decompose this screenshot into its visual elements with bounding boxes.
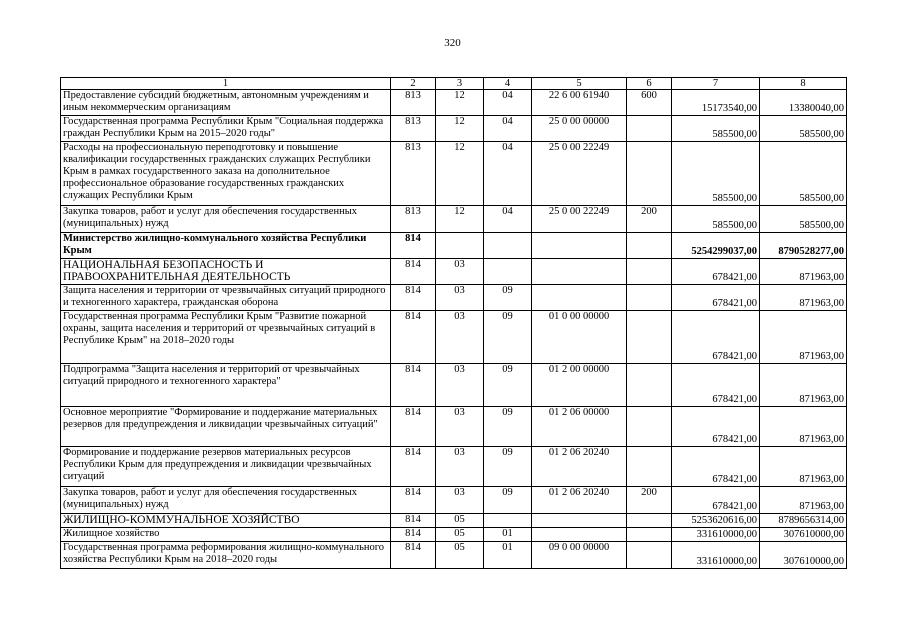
row-code-section — [436, 233, 484, 259]
row-code-ministry: 814 — [391, 514, 436, 528]
row-code-section: 05 — [436, 542, 484, 569]
row-amount-7: 678421,00 — [672, 311, 760, 364]
row-amount-7: 585500,00 — [672, 116, 760, 142]
column-header: 3 — [436, 78, 484, 90]
row-code-target: 25 0 00 22249 — [532, 142, 627, 206]
row-code-expense-type — [627, 285, 672, 311]
row-code-target: 25 0 00 00000 — [532, 116, 627, 142]
row-code-target — [532, 233, 627, 259]
row-code-target: 01 2 00 00000 — [532, 364, 627, 407]
row-amount-8: 871963,00 — [760, 447, 847, 487]
table-row — [61, 487, 847, 514]
row-amount-8: 307610000,00 — [760, 528, 847, 542]
row-name: Подпрограмма "Защита населения и территорий от чрезвычайных ситуаций природного и техногенного характера" — [61, 364, 391, 407]
row-code-ministry: 813 — [391, 90, 436, 116]
row-amount-8: 871963,00 — [760, 487, 847, 514]
row-code-expense-type — [627, 311, 672, 364]
row-amount-8: 871963,00 — [760, 311, 847, 364]
table-header-row — [61, 78, 847, 90]
row-code-target: 01 2 06 20240 — [532, 487, 627, 514]
row-code-ministry: 813 — [391, 116, 436, 142]
table-row — [61, 142, 847, 206]
budget-table — [60, 77, 847, 569]
row-code-target — [532, 285, 627, 311]
row-code-ministry: 814 — [391, 311, 436, 364]
row-code-expense-type: 200 — [627, 206, 672, 233]
row-amount-8: 871963,00 — [760, 285, 847, 311]
row-name: ЖИЛИЩНО-КОММУНАЛЬНОЕ ХОЗЯЙСТВО — [61, 514, 391, 528]
row-amount-8: 585500,00 — [760, 206, 847, 233]
row-amount-7: 678421,00 — [672, 259, 760, 285]
row-code-subsection: 01 — [484, 528, 532, 542]
row-amount-7: 678421,00 — [672, 285, 760, 311]
row-amount-7: 15173540,00 — [672, 90, 760, 116]
row-code-expense-type — [627, 528, 672, 542]
row-name: Министерство жилищно-коммунального хозяйства Республики Крым — [61, 233, 391, 259]
column-header: 4 — [484, 78, 532, 90]
row-code-ministry: 814 — [391, 528, 436, 542]
row-code-expense-type: 200 — [627, 487, 672, 514]
row-name: Основное мероприятие "Формирование и поддержание материальных резервов для предупреждения и ликвидации чрезвычайных ситуаций" — [61, 407, 391, 447]
row-code-subsection: 09 — [484, 447, 532, 487]
row-code-section: 12 — [436, 90, 484, 116]
row-code-section: 12 — [436, 116, 484, 142]
table-row — [61, 407, 847, 447]
row-code-target — [532, 514, 627, 528]
row-code-ministry: 814 — [391, 259, 436, 285]
row-code-ministry: 814 — [391, 407, 436, 447]
row-code-target: 25 0 00 22249 — [532, 206, 627, 233]
row-code-subsection — [484, 259, 532, 285]
row-code-section: 12 — [436, 142, 484, 206]
row-name: Расходы на профессиональную переподготовку и повышение квалификации государственных гражданских служащих Республики Крым в рамках государственного заказа на дополнительное профессиональное образование государственных гражданских служащих Республики Крым — [61, 142, 391, 206]
row-code-ministry: 814 — [391, 447, 436, 487]
row-code-subsection: 09 — [484, 285, 532, 311]
row-amount-7: 585500,00 — [672, 142, 760, 206]
row-code-section: 05 — [436, 514, 484, 528]
row-code-ministry: 814 — [391, 487, 436, 514]
row-amount-8: 307610000,00 — [760, 542, 847, 569]
row-code-expense-type — [627, 116, 672, 142]
row-amount-8: 13380040,00 — [760, 90, 847, 116]
row-name: Закупка товаров, работ и услуг для обеспечения государственных (муниципальных) нужд — [61, 487, 391, 514]
row-code-subsection: 09 — [484, 364, 532, 407]
row-code-subsection: 04 — [484, 142, 532, 206]
table-row — [61, 116, 847, 142]
row-amount-7: 5254299037,00 — [672, 233, 760, 259]
table-row-ministry — [61, 233, 847, 259]
row-code-expense-type — [627, 364, 672, 407]
row-code-subsection: 04 — [484, 206, 532, 233]
row-name: Государственная программа Республики Крым "Социальная поддержка граждан Республики Крым на 2015–2020 годы" — [61, 116, 391, 142]
row-code-subsection — [484, 514, 532, 528]
table-row — [61, 311, 847, 364]
row-code-ministry: 814 — [391, 285, 436, 311]
row-name: Закупка товаров, работ и услуг для обеспечения государственных (муниципальных) нужд — [61, 206, 391, 233]
row-code-section: 03 — [436, 285, 484, 311]
column-header: 7 — [672, 78, 760, 90]
row-code-expense-type — [627, 259, 672, 285]
row-code-target: 01 0 00 00000 — [532, 311, 627, 364]
table-row — [61, 542, 847, 569]
row-code-expense-type — [627, 447, 672, 487]
row-code-section: 03 — [436, 487, 484, 514]
row-code-expense-type — [627, 233, 672, 259]
row-amount-7: 331610000,00 — [672, 542, 760, 569]
row-code-expense-type — [627, 407, 672, 447]
row-code-section: 12 — [436, 206, 484, 233]
row-code-ministry: 814 — [391, 542, 436, 569]
table-row-section — [61, 514, 847, 528]
row-name: Защита населения и территории от чрезвычайных ситуаций природного и техногенного характера, гражданская оборона — [61, 285, 391, 311]
row-code-section: 03 — [436, 407, 484, 447]
row-code-ministry: 814 — [391, 233, 436, 259]
row-code-ministry: 814 — [391, 364, 436, 407]
row-amount-7: 585500,00 — [672, 206, 760, 233]
row-code-subsection: 01 — [484, 542, 532, 569]
row-code-expense-type — [627, 542, 672, 569]
row-code-subsection: 09 — [484, 487, 532, 514]
row-amount-8: 871963,00 — [760, 259, 847, 285]
row-amount-8: 8789656314,00 — [760, 514, 847, 528]
row-amount-7: 331610000,00 — [672, 528, 760, 542]
table-row — [61, 364, 847, 407]
row-code-target: 01 2 06 00000 — [532, 407, 627, 447]
row-amount-7: 678421,00 — [672, 407, 760, 447]
row-code-target — [532, 528, 627, 542]
row-name: НАЦИОНАЛЬНАЯ БЕЗОПАСНОСТЬ И ПРАВООХРАНИТЕЛЬНАЯ ДЕЯТЕЛЬНОСТЬ — [61, 259, 391, 285]
table-row — [61, 528, 847, 542]
row-code-section: 03 — [436, 259, 484, 285]
row-code-target: 01 2 06 20240 — [532, 447, 627, 487]
table-row — [61, 447, 847, 487]
row-amount-8: 871963,00 — [760, 364, 847, 407]
row-amount-7: 678421,00 — [672, 364, 760, 407]
row-name: Государственная программа реформирования жилищно-коммунального хозяйства Республики Крым на 2018–2020 годы — [61, 542, 391, 569]
table-row-section — [61, 259, 847, 285]
row-code-ministry: 813 — [391, 206, 436, 233]
column-header: 2 — [391, 78, 436, 90]
row-code-subsection — [484, 233, 532, 259]
table-row — [61, 90, 847, 116]
row-name: Предоставление субсидий бюджетным, автономным учреждениям и иным некоммерческим организациям — [61, 90, 391, 116]
row-amount-8: 585500,00 — [760, 142, 847, 206]
row-code-subsection: 09 — [484, 311, 532, 364]
row-code-target — [532, 259, 627, 285]
row-amount-8: 871963,00 — [760, 407, 847, 447]
table-row — [61, 206, 847, 233]
row-name: Формирование и поддержание резервов материальных ресурсов Республики Крым для предупреждения и ликвидации чрезвычайных ситуаций — [61, 447, 391, 487]
row-amount-7: 5253620616,00 — [672, 514, 760, 528]
row-amount-8: 585500,00 — [760, 116, 847, 142]
row-code-section: 03 — [436, 364, 484, 407]
row-code-subsection: 04 — [484, 90, 532, 116]
row-code-ministry: 813 — [391, 142, 436, 206]
row-code-expense-type — [627, 142, 672, 206]
column-header: 6 — [627, 78, 672, 90]
row-code-section: 03 — [436, 447, 484, 487]
row-code-expense-type — [627, 514, 672, 528]
row-name: Государственная программа Республики Крым "Развитие пожарной охраны, защита населения и территорий от чрезвычайных ситуаций в Республике Крым" на 2018–2020 годы — [61, 311, 391, 364]
column-header: 5 — [532, 78, 627, 90]
table-row — [61, 285, 847, 311]
row-amount-7: 678421,00 — [672, 487, 760, 514]
row-code-subsection: 09 — [484, 407, 532, 447]
row-amount-8: 8790528277,00 — [760, 233, 847, 259]
row-code-target: 09 0 00 00000 — [532, 542, 627, 569]
row-name: Жилищное хозяйство — [61, 528, 391, 542]
row-amount-7: 678421,00 — [672, 447, 760, 487]
row-code-subsection: 04 — [484, 116, 532, 142]
column-header: 8 — [760, 78, 847, 90]
row-code-section: 03 — [436, 311, 484, 364]
row-code-section: 05 — [436, 528, 484, 542]
column-header: 1 — [61, 78, 391, 90]
page-number: 320 — [444, 37, 461, 49]
row-code-expense-type: 600 — [627, 90, 672, 116]
row-code-target: 22 6 00 61940 — [532, 90, 627, 116]
